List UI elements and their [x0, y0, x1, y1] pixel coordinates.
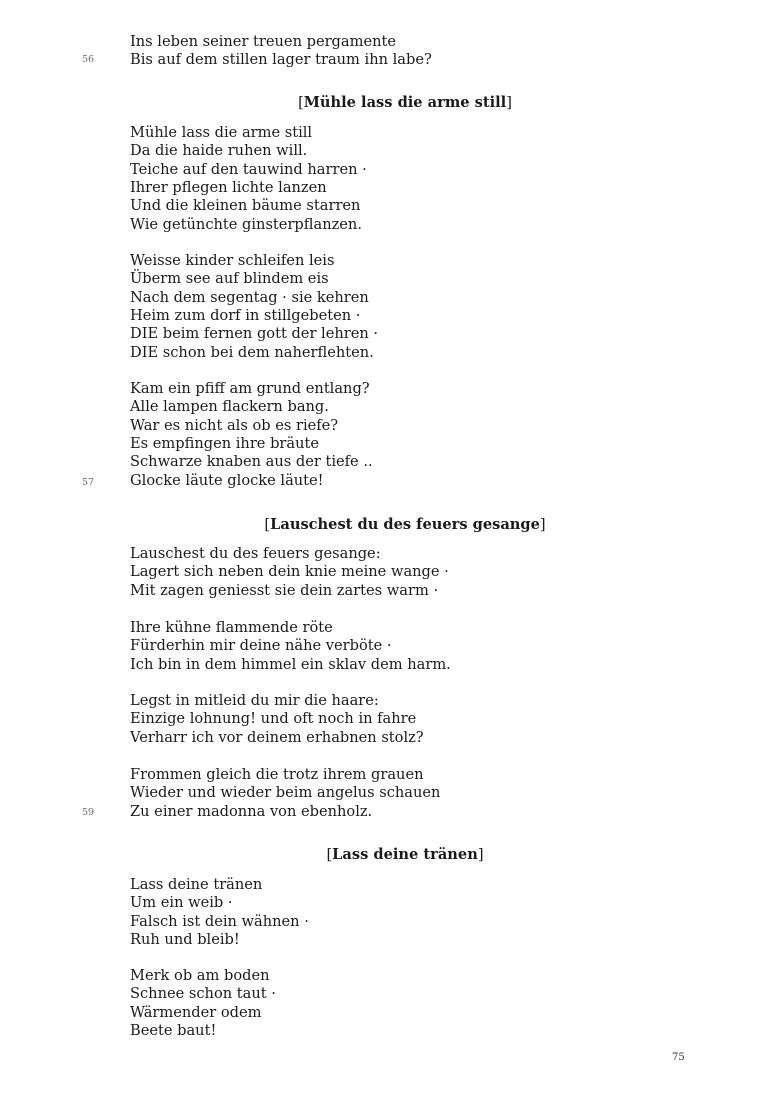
poem-title: [Lass deine tränen] [326, 846, 484, 863]
verse-line: Weisse kinder schleifen leis [130, 252, 335, 269]
verse-line: Fürderhin mir deine nähe verböte · [130, 637, 392, 655]
verse-line: Wie getünchte ginsterpflanzen. [130, 215, 362, 233]
poem-title: [Mühle lass die arme still] [298, 94, 512, 111]
verse-line: Schnee schon taut · [130, 985, 276, 1003]
line-number: 56 [82, 54, 95, 66]
verse-line: Glocke läute glocke läute! [130, 471, 324, 489]
verse-line: Lagert sich neben dein knie meine wange · [130, 563, 449, 581]
verse-line: Überm see auf blindem eis [130, 270, 329, 288]
page-number: 75 [672, 1052, 685, 1063]
verse-line: Nach dem segentag · sie kehren [130, 288, 369, 306]
verse-line: Lass deine tränen [130, 876, 263, 893]
verse-line: DIE beim fernen gott der lehren · [130, 325, 379, 343]
verse-line: Kam ein pfiff am grund entlang? [130, 380, 370, 397]
verse-line: Verharr ich vor deinem erhabnen stolz? [130, 728, 424, 746]
verse-line: Wärmender odem [130, 1003, 262, 1021]
verse-line: Um ein weib · [130, 894, 233, 912]
verse-line: Ihrer pflegen lichte lanzen [130, 178, 327, 196]
verse-line: Mühle lass die arme still [130, 124, 313, 141]
verse-line: Merk ob am boden [130, 967, 270, 984]
verse-line: Teiche auf den tauwind harren · [130, 160, 367, 178]
verse-line: Einzige lohnung! und oft noch in fahre [130, 710, 417, 728]
verse-line: Frommen gleich die trotz ihrem grauen [130, 766, 424, 783]
verse-line: Beete baut! [130, 1021, 217, 1039]
verse-line: Ins leben seiner treuen pergamente [130, 33, 396, 50]
verse-line: Und die kleinen bäume starren [130, 197, 361, 215]
verse-line: Heim zum dorf in stillgebeten · [130, 306, 361, 324]
verse-line: Bis auf dem stillen lager traum ihn labe? [130, 51, 432, 69]
verse-line: Da die haide ruhen will. [130, 142, 308, 160]
verse-line: War es nicht als ob es riefe? [130, 416, 339, 434]
verse-line: Lauschest du des feuers gesange: [130, 545, 381, 562]
verse-line: Falsch ist dein wähnen · [130, 912, 309, 930]
verse-line: Legst in mitleid du mir die haare: [130, 692, 379, 709]
verse-line: DIE schon bei dem naherflehten. [130, 343, 374, 361]
verse-line: Zu einer madonna von ebenholz. [130, 802, 373, 820]
line-number: 57 [82, 476, 95, 488]
poem-title: [Lauschest du des feuers gesange] [264, 516, 546, 533]
verse-line: Es empfingen ihre bräute [130, 434, 319, 452]
verse-line: Schwarze knaben aus der tiefe .. [130, 453, 373, 471]
verse-line: Ruh und bleib! [130, 930, 240, 948]
verse-line: Mit zagen geniesst sie dein zartes warm · [130, 581, 439, 599]
verse-line: Ihre kühne flammende röte [130, 619, 333, 636]
verse-line: Alle lampen flackern bang. [130, 398, 329, 416]
line-number: 59 [82, 806, 95, 818]
verse-line: Ich bin in dem himmel ein sklav dem harm. [130, 655, 451, 673]
verse-line: Wieder und wieder beim angelus schauen [130, 784, 441, 802]
